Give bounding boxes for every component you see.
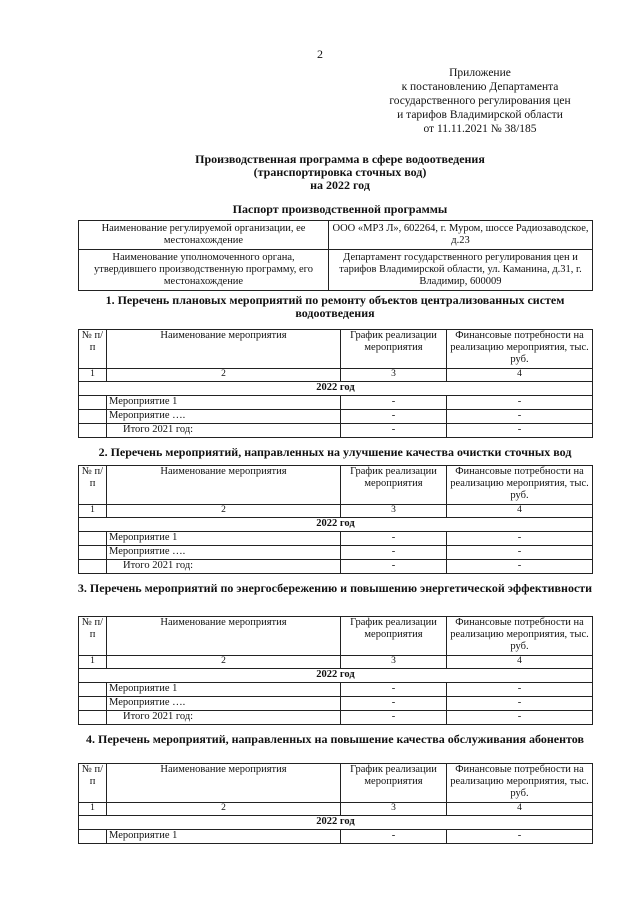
total-row <box>79 560 593 574</box>
table-row <box>79 546 593 560</box>
item-finance: - <box>447 830 593 844</box>
item-schedule: - <box>341 546 447 560</box>
total-finance: - <box>447 560 593 574</box>
section-table <box>78 329 593 438</box>
header-finance: Финансовые потребности на реализацию мероприятия, тыс. руб. <box>447 617 593 656</box>
item-finance: - <box>447 546 593 560</box>
passport-label: Наименование регулируемой организации, ее местонахождение <box>79 221 329 250</box>
total-row <box>79 424 593 438</box>
column-number: 1 <box>79 505 107 518</box>
section-table <box>78 465 593 574</box>
section-title: 1. Перечень плановых мероприятий по ремонту объектов централизованных систем водоотведения <box>105 293 565 320</box>
row-num-cell <box>79 697 107 711</box>
header-name: Наименование мероприятия <box>107 617 341 656</box>
page-number: 2 <box>317 47 323 61</box>
item-name: Мероприятие 1 <box>107 830 341 844</box>
total-finance: - <box>447 711 593 725</box>
column-number: 3 <box>341 505 447 518</box>
row-num-cell <box>79 424 107 438</box>
appendix-block <box>360 66 600 136</box>
header-schedule: График реализации мероприятия <box>341 764 447 803</box>
table-row <box>79 396 593 410</box>
column-number-row <box>79 505 593 518</box>
year-row <box>79 382 593 396</box>
column-number: 2 <box>107 656 341 669</box>
table-header-row <box>79 330 593 369</box>
column-number: 2 <box>107 369 341 382</box>
year-row <box>79 518 593 532</box>
item-finance: - <box>447 410 593 424</box>
item-finance: - <box>447 683 593 697</box>
row-num-cell <box>79 532 107 546</box>
table-header-row <box>79 764 593 803</box>
header-schedule: График реализации мероприятия <box>341 330 447 369</box>
column-number: 2 <box>107 505 341 518</box>
passport-value: ООО «МРЗ Л», 602264, г. Муром, шоссе Радиозаводское, д.23 <box>329 221 593 250</box>
appendix-line: к постановлению Департамента <box>401 81 559 93</box>
header-finance: Финансовые потребности на реализацию мероприятия, тыс. руб. <box>447 466 593 505</box>
year-row <box>79 816 593 830</box>
column-number: 4 <box>447 803 593 816</box>
header-schedule: График реализации мероприятия <box>341 617 447 656</box>
document-title <box>120 153 560 192</box>
row-num-cell <box>79 830 107 844</box>
total-schedule: - <box>341 424 447 438</box>
item-name: Мероприятие 1 <box>107 532 341 546</box>
table-row <box>79 830 593 844</box>
column-number: 2 <box>107 803 341 816</box>
row-num-cell <box>79 711 107 725</box>
column-number-row <box>79 656 593 669</box>
row-num-cell <box>79 546 107 560</box>
table-header-row <box>79 466 593 505</box>
item-schedule: - <box>341 830 447 844</box>
header-finance: Финансовые потребности на реализацию мероприятия, тыс. руб. <box>447 330 593 369</box>
section-table <box>78 616 593 725</box>
column-number: 1 <box>79 369 107 382</box>
table-row <box>79 221 593 250</box>
column-number: 3 <box>341 656 447 669</box>
table-row <box>79 410 593 424</box>
item-finance: - <box>447 697 593 711</box>
item-name: Мероприятие …. <box>107 697 341 711</box>
column-number: 1 <box>79 656 107 669</box>
title-line: на 2022 год <box>310 178 370 192</box>
column-number: 4 <box>447 505 593 518</box>
total-row <box>79 711 593 725</box>
passport-table <box>78 220 593 291</box>
table-row <box>79 697 593 711</box>
table-row <box>79 250 593 291</box>
title-line: (транспортировка сточных вод) <box>253 165 427 179</box>
column-number: 4 <box>447 656 593 669</box>
year-row <box>79 669 593 683</box>
row-num-cell <box>79 396 107 410</box>
passport-title: Паспорт производственной программы <box>232 202 448 216</box>
item-schedule: - <box>341 683 447 697</box>
total-finance: - <box>447 424 593 438</box>
year-label: 2022 год <box>79 518 593 532</box>
table-row <box>79 683 593 697</box>
section-title: 4. Перечень мероприятий, направленных на повышение качества обслуживания абонентов <box>86 732 584 746</box>
section-title: 3. Перечень мероприятий по энергосбережению и повышению энергетической эффективности <box>77 581 593 595</box>
header-num: № п/п <box>79 330 107 369</box>
table-row <box>79 532 593 546</box>
row-num-cell <box>79 683 107 697</box>
passport-label: Наименование уполномоченного органа, утвердившего производственную программу, его местонахождение <box>79 250 329 291</box>
column-number-row <box>79 803 593 816</box>
column-number: 3 <box>341 369 447 382</box>
table-header-row <box>79 617 593 656</box>
section-title: 2. Перечень мероприятий, направленных на улучшение качества очистки сточных вод <box>98 445 572 459</box>
header-name: Наименование мероприятия <box>107 330 341 369</box>
header-schedule: График реализации мероприятия <box>341 466 447 505</box>
item-name: Мероприятие 1 <box>107 683 341 697</box>
appendix-line: государственного регулирования цен <box>389 95 571 107</box>
header-num: № п/п <box>79 466 107 505</box>
total-name: Итого 2021 год: <box>107 560 341 574</box>
column-number: 4 <box>447 369 593 382</box>
column-number: 1 <box>79 803 107 816</box>
header-num: № п/п <box>79 764 107 803</box>
section-table <box>78 763 593 844</box>
year-label: 2022 год <box>79 382 593 396</box>
passport-value: Департамент государственного регулирования цен и тарифов Владимирской области, ул. Каманина, д.31, г. Владимир, 600009 <box>329 250 593 291</box>
total-schedule: - <box>341 560 447 574</box>
item-finance: - <box>447 396 593 410</box>
item-name: Мероприятие …. <box>107 410 341 424</box>
header-name: Наименование мероприятия <box>107 764 341 803</box>
item-schedule: - <box>341 410 447 424</box>
item-name: Мероприятие …. <box>107 546 341 560</box>
item-schedule: - <box>341 532 447 546</box>
item-name: Мероприятие 1 <box>107 396 341 410</box>
column-number-row <box>79 369 593 382</box>
item-finance: - <box>447 532 593 546</box>
appendix-line: Приложение <box>449 67 511 79</box>
item-schedule: - <box>341 697 447 711</box>
year-label: 2022 год <box>79 816 593 830</box>
appendix-line: от 11.11.2021 № 38/185 <box>423 123 537 135</box>
total-name: Итого 2021 год: <box>107 711 341 725</box>
header-num: № п/п <box>79 617 107 656</box>
total-schedule: - <box>341 711 447 725</box>
item-schedule: - <box>341 396 447 410</box>
appendix-line: и тарифов Владимирской области <box>397 109 563 121</box>
total-name: Итого 2021 год: <box>107 424 341 438</box>
year-label: 2022 год <box>79 669 593 683</box>
header-finance: Финансовые потребности на реализацию мероприятия, тыс. руб. <box>447 764 593 803</box>
header-name: Наименование мероприятия <box>107 466 341 505</box>
column-number: 3 <box>341 803 447 816</box>
row-num-cell <box>79 410 107 424</box>
title-line: Производственная программа в сфере водоотведения <box>195 152 485 166</box>
row-num-cell <box>79 560 107 574</box>
